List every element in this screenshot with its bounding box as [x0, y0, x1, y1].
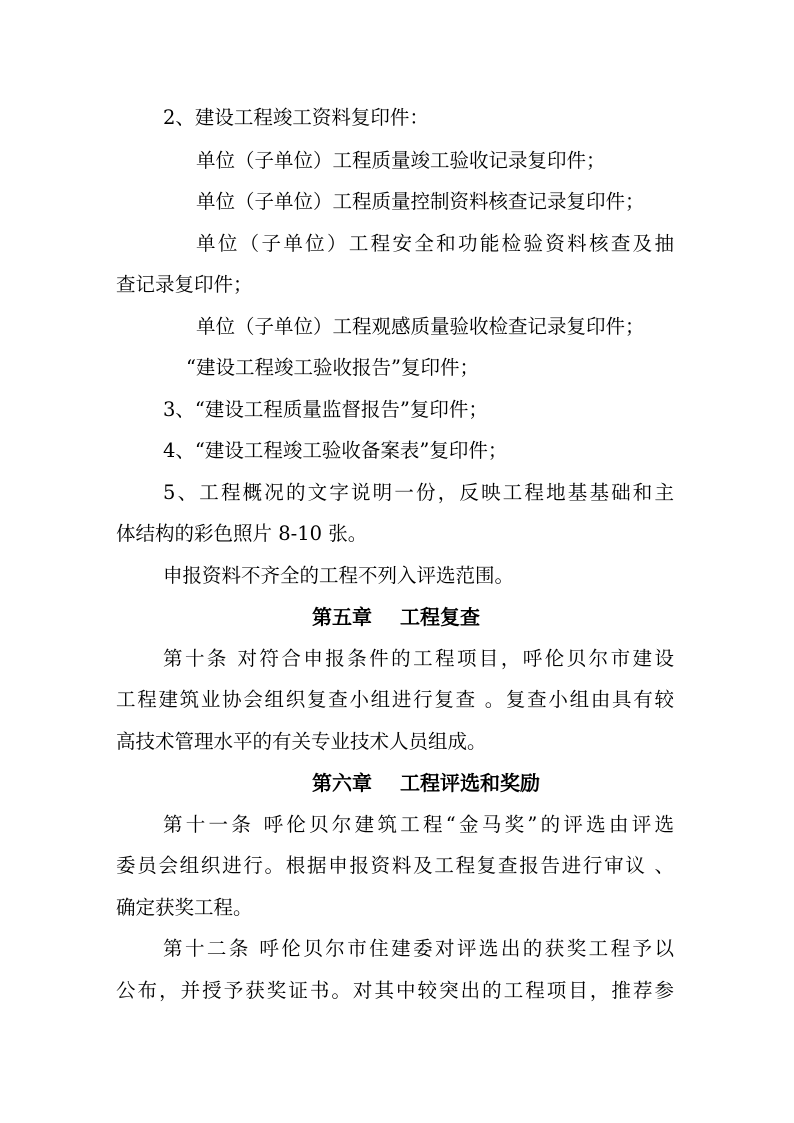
list-subitem-acceptance-report: “建设工程竣工验收报告”复印件； — [186, 356, 479, 379]
chapter-5-heading — [312, 605, 480, 629]
article-11-line1: 第十一条 呼伦贝尔建筑工程“金马奖”的评选由评选 — [163, 813, 674, 836]
chapter-5-title: 工程复查 — [400, 605, 480, 629]
article-12-line1: 第十二条 呼伦贝尔市住建委对评选出的获奖工程予以 — [163, 937, 674, 960]
list-subitem-acceptance-record: 单位（子单位）工程质量竣工验收记录复印件； — [196, 149, 606, 172]
list-item-5-line2: 体结构的彩色照片 8-10 张。 — [116, 522, 368, 545]
list-item-4: 4、“建设工程竣工验收备案表”复印件； — [163, 439, 508, 462]
article-11-line2: 委员会组织进行。根据申报资料及工程复查报告进行审议 、 — [116, 854, 674, 877]
article-11-line3: 确定获奖工程。 — [116, 896, 253, 919]
article-10-line2: 工程建筑业协会组织复查小组进行复查 。复查小组由具有较 — [116, 688, 674, 711]
list-subitem-safety-check-line2: 查记录复印件； — [116, 273, 253, 296]
article-10-line1: 第十条 对符合申报条件的工程项目，呼伦贝尔市建设 — [163, 647, 674, 670]
chapter-6-title: 工程评选和奖励 — [400, 771, 540, 795]
chapter-6-heading — [312, 771, 540, 795]
list-subitem-appearance-record: 单位（子单位）工程观感质量验收检查记录复印件； — [196, 315, 645, 338]
list-subitem-control-data-record: 单位（子单位）工程质量控制资料核查记录复印件； — [196, 190, 645, 213]
list-subitem-safety-check-line1: 单位（子单位）工程安全和功能检验资料核查及抽 — [196, 232, 674, 255]
incomplete-data-note: 申报资料不齐全的工程不列入评选范围。 — [163, 564, 515, 587]
list-item-2: 2、建设工程竣工资料复印件： — [163, 106, 429, 129]
chapter-6-number: 第六章 — [312, 771, 372, 795]
list-item-5-line1: 5、工程概况的文字说明一份，反映工程地基基础和主 — [163, 481, 674, 504]
list-item-3: 3、“建设工程质量监督报告”复印件； — [163, 398, 488, 421]
article-12-line2: 公布，并授予获奖证书。对其中较突出的工程项目，推荐参 — [116, 979, 674, 1002]
article-10-line3: 高技术管理水平的有关专业技术人员组成。 — [116, 730, 487, 753]
chapter-5-number: 第五章 — [312, 605, 372, 629]
